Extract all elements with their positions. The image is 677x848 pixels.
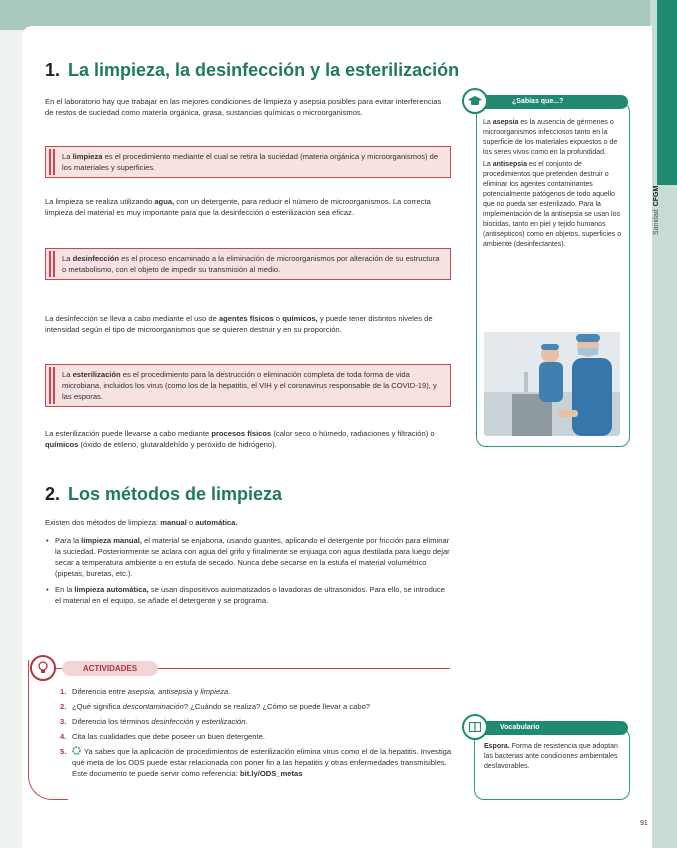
italic-term: esterilización (201, 717, 246, 726)
term: Espora. (484, 743, 510, 750)
section1-intro: En el laboratorio hay que trabajar en las mejores condiciones de limpieza y asepsia posibles para evitar interferencias de restos de suciedad como materia orgánica, grasa, sustancias químicas o microorganismos. (45, 97, 442, 117)
text: con un detergente, para reducir el número de microorganismos. La correcta limpieza del material es muy importante para que la desinfección o esterilización sea eficaz. (45, 197, 431, 217)
book-icon (469, 722, 481, 732)
vocabulario-text (484, 742, 624, 772)
item-number: 3. (60, 717, 67, 726)
text: . (245, 717, 248, 726)
paragraph-esterilizacion (45, 428, 451, 450)
term: agentes físicos (218, 314, 274, 323)
text: La (62, 370, 73, 379)
text: se usan dispositivos automatizados o lavadoras de ultrasonidos. Para ello, se introduce el material en el equipo, se añade el detergente y se programa. (55, 585, 446, 605)
text: La desinfección se lleva a cabo mediante el uso de (45, 314, 219, 323)
section1-title: La limpieza, la desinfección y la esterilización (68, 60, 460, 80)
level-label: CFGM (652, 185, 660, 207)
page-number: 91 (640, 820, 648, 827)
list-item (45, 584, 451, 606)
sabias-que-text (483, 118, 625, 252)
item-text (72, 686, 452, 697)
item-number: 1. (60, 687, 67, 696)
text: La limpieza se realiza utilizando (45, 197, 155, 206)
antisepsia-paragraph (483, 160, 625, 250)
section2-number: 2. (45, 484, 61, 504)
italic-term: descontaminación (122, 702, 184, 711)
text: Para la (55, 536, 82, 545)
item-number: 4. (60, 732, 67, 741)
actividades-list (60, 686, 452, 783)
paragraph-limpieza (45, 196, 451, 218)
text: La (483, 119, 493, 126)
italic-term: limpieza (200, 687, 229, 696)
sabias-que-title: ¿Sabías que...? (478, 95, 628, 109)
item-text (72, 716, 452, 727)
text: es el proceso encaminado a la eliminación de microorganismos por alteración de su estructura o metabolismo, con el objeto de impedir su transmisión al medio. (62, 254, 440, 274)
term: automática. (195, 518, 238, 527)
item-text (72, 701, 452, 712)
definition-esterilizacion (45, 364, 451, 407)
item-text: Cita las cualidades que debe poseer un buen detergente. (72, 732, 265, 741)
definition: Forma de resistencia que adoptan las bacterias ante condiciones ambientales desfavorables. (484, 743, 618, 770)
item-number: 2. (60, 702, 67, 711)
text: es el procedimiento para la destrucción o eliminación completa de toda forma de vida microbiana, incluidos los virus (como los de la hepatitis, el VIH y el coronavirus responsable de la COVID-19), y las esporas. (62, 370, 437, 401)
graduation-cap-icon (468, 95, 482, 107)
lightbulb-icon (38, 661, 48, 675)
subject-label: Sanidad (652, 209, 660, 235)
text: . (228, 687, 231, 696)
term: limpieza automática, (74, 585, 149, 594)
item-text (72, 746, 452, 779)
term: químicos, (282, 314, 318, 323)
item-number: 5. (60, 747, 67, 756)
italic-term: desinfección (151, 717, 194, 726)
text: es la ausencia de gérmenes o microorganismos infecciosos tanto en la superficie de los materiales expuestos o de los seres vivos como en la profundidad. (483, 119, 618, 156)
text: En la (55, 585, 75, 594)
text: y (193, 717, 202, 726)
ods-icon (72, 746, 81, 755)
methods-list (45, 535, 451, 611)
text: La (62, 152, 73, 161)
list-item (45, 535, 451, 579)
text: La (62, 254, 73, 263)
term: asepsia (492, 119, 519, 126)
section1-number: 1. (45, 60, 61, 80)
section2-heading (45, 484, 282, 505)
term: desinfección (72, 254, 119, 263)
term: limpieza (72, 152, 103, 161)
definition-limpieza (45, 146, 451, 178)
italic-term: asepsia, antisepsia (127, 687, 193, 696)
section2-title: Los métodos de limpieza (68, 484, 283, 504)
list-item (60, 686, 452, 697)
text: (óxido de etileno, glutaraldehído y peróxido de hidrógeno). (78, 440, 277, 449)
definition-desinfeccion (45, 248, 451, 280)
term: químicos (45, 440, 79, 449)
list-item (60, 701, 452, 712)
side-bar-accent (657, 0, 677, 185)
surgeons-handwashing-photo (484, 332, 620, 436)
term: antisepsia (492, 161, 527, 168)
section1-heading (45, 60, 459, 81)
text: y puede tener distintos niveles de intensidad según el tipo de microorganismos que se quieren destruir y en su proporción. (45, 314, 433, 334)
list-item (60, 731, 452, 742)
text: Existen dos métodos de limpieza: (45, 518, 161, 527)
text: o (273, 314, 283, 323)
term: limpieza manual, (81, 536, 142, 545)
text: Diferencia los términos (72, 717, 152, 726)
section2-intro (45, 517, 451, 528)
lightbulb-icon (30, 655, 56, 681)
text: La (483, 161, 493, 168)
text: La esterilización puede llevarse a cabo mediante (45, 429, 212, 438)
paragraph-desinfeccion (45, 313, 451, 335)
actividades-title: ACTIVIDADES (62, 661, 158, 676)
asepsia-paragraph (483, 118, 625, 158)
term: procesos físicos (211, 429, 272, 438)
text: es el conjunto de procedimientos que pretenden destruir o eliminar los agentes contaminantes potencialmente patógenos de todo aquello que no pueda ser esterilizado. Para la implementación de la antisepsia se usan los biocidas, tanto en piel y tejido humanos (antisépticos) como en objetos, superficies o ambiente (desinfectantes). (483, 161, 622, 248)
text: (calor seco o húmedo, radiaciones y filtración) o (271, 429, 435, 438)
book-icon (462, 714, 488, 740)
reference-link[interactable]: bit.ly/ODS_metas (240, 769, 303, 778)
term: agua, (154, 197, 175, 206)
text: ? ¿Cuándo se realiza? ¿Cómo se puede llevar a cabo? (183, 702, 371, 711)
surgeons-illustration (484, 332, 620, 436)
list-item (60, 716, 452, 727)
text: y (192, 687, 201, 696)
text: Diferencia entre (72, 687, 128, 696)
text: el material se enjabona, usando guantes, aplicando el detergente por fricción para eliminar la suciedad. Posteriormente se aclara con agua del grifo y finalmente se enjuaga con agua destilada para luego dejar secar a temperatura ambiente o en estufa de secado. Nunca debe secarse en la estufa el material volumétrico (pipetas, buretas, etc.). (55, 536, 450, 578)
text: o (186, 518, 196, 527)
graduation-cap-icon (462, 88, 488, 114)
vocabulario-title: Vocabulario (478, 721, 628, 735)
list-item (60, 746, 452, 779)
text: es el procedimiento mediante el cual se retira la suciedad (materia orgánica y microorganismos) de los materiales y superficies. (62, 152, 439, 172)
text: Ya sabes que la aplicación de procedimientos de esterilización elimina virus como el de la hepatitis. Investiga qué meta de los ODS puede estar relacionada con poner fin a las hepatitis y otras enfermedades transmisibles. Este documento te puede servir como referencia: (72, 747, 452, 778)
term: manual (160, 518, 187, 527)
term: esterilización (72, 370, 121, 379)
text: ¿Qué significa (72, 702, 123, 711)
